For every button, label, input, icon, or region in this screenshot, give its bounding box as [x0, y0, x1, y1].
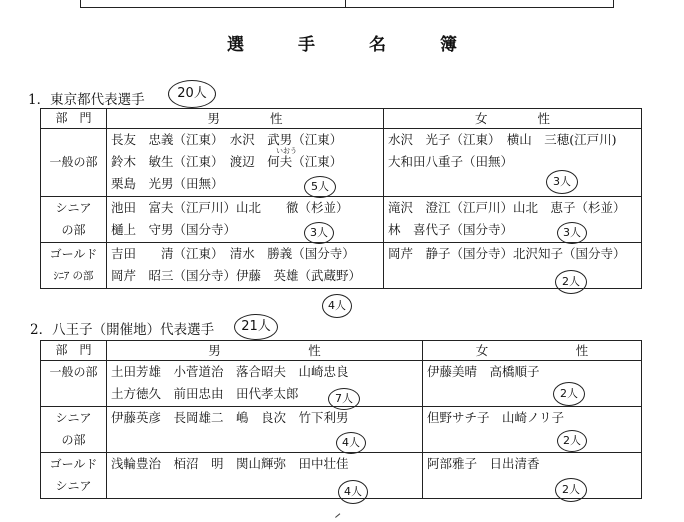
category-label: の部	[61, 223, 86, 237]
header-men: 男 性	[107, 341, 423, 361]
men-cell	[107, 129, 384, 197]
category-label: の部	[61, 433, 86, 447]
name-line: 岡芹 昭三（国分寺）伊藤 英雄（武蔵野）	[111, 268, 362, 283]
page-title	[0, 30, 684, 55]
men-cell	[107, 407, 423, 453]
women-cell	[423, 453, 642, 499]
count-mark: 2人	[553, 382, 585, 406]
header-men: 男 性	[107, 109, 384, 129]
name-line: 阿部雅子 日出清香	[427, 456, 540, 471]
name-line: 伊藤美晴 高橋順子	[427, 364, 540, 379]
title-char: 手	[298, 35, 315, 55]
pen-stroke	[335, 513, 341, 518]
category-label: シニア	[55, 201, 92, 215]
name-line: 栗島 光男（田無）	[111, 176, 224, 191]
category-label: 一般の部	[49, 365, 98, 379]
count-mark: 5人	[304, 176, 336, 198]
count-mark: 4人	[338, 480, 368, 504]
name-line: 浅輪豊治 栢沼 明 関山輝弥 田中壮佳	[111, 456, 349, 471]
name-line: 長友 忠義（江東） 水沢 武男（江東）	[111, 132, 343, 147]
count-mark: 4人	[336, 432, 366, 454]
category-label: シニア	[55, 411, 92, 425]
count-mark: 20人	[168, 80, 216, 108]
women-cell	[384, 197, 642, 243]
count-mark: 2人	[555, 270, 587, 294]
header-women: 女 性	[423, 341, 642, 361]
roster-table-hachioji	[40, 340, 642, 499]
category-label: ゴールド	[49, 247, 98, 261]
name-line: 土田芳雄 小菅道治 落合昭夫 山崎忠良	[111, 364, 349, 379]
category-label: ｼﾆｱ の部	[53, 270, 94, 282]
roster-table-tokyo	[40, 108, 642, 289]
table-row	[41, 197, 642, 243]
category-label: シニア	[55, 479, 92, 493]
men-cell	[107, 361, 423, 407]
count-mark: 3人	[557, 222, 587, 244]
name-line: 土方徳久 前田忠由 田代孝太郎	[111, 386, 299, 401]
count-mark: 2人	[557, 430, 587, 452]
header-category: 部 門	[41, 341, 107, 361]
category-cell	[41, 361, 107, 407]
count-mark: 2人	[555, 478, 587, 502]
name-line: 滝沢 澄江（江戸川）山北 恵子（杉並）	[388, 200, 626, 215]
category-cell	[41, 197, 107, 243]
category-cell	[41, 243, 107, 289]
handwritten-ruby: いおう	[276, 147, 297, 155]
section-2-heading: 2．八王子（開催地）代表選手	[30, 322, 215, 338]
header-category: 部 門	[41, 109, 107, 129]
category-cell	[41, 407, 107, 453]
women-cell	[423, 361, 642, 407]
title-char: 簿	[440, 35, 457, 55]
name-line: 林 喜代子（国分寺）	[388, 222, 514, 237]
category-label: ゴールド	[49, 457, 98, 471]
name-line: 吉田 清（江東） 清水 勝義（国分寺）	[111, 246, 355, 261]
women-cell	[423, 407, 642, 453]
count-mark: 3人	[546, 170, 578, 194]
name-line: 大和田八重子（田無）	[388, 154, 514, 169]
previous-table-edge	[80, 0, 614, 8]
header-women: 女 性	[384, 109, 642, 129]
category-label: 一般の部	[49, 155, 98, 169]
count-mark: 7人	[328, 388, 360, 410]
name-line: 池田 富夫（江戸川）山北 徹（杉並）	[111, 200, 349, 215]
men-cell	[107, 453, 423, 499]
name-line: 伊藤英彦 長岡雄二 嶋 良次 竹下利男	[111, 410, 349, 425]
count-mark: 4人	[322, 294, 352, 318]
name-line: 樋上 守男（国分寺）	[111, 222, 237, 237]
name-line: 水沢 光子（江東） 横山 三穂(江戸川)	[388, 132, 617, 147]
name-line: 岡芹 静子（国分寺）北沢知子（国分寺）	[388, 246, 626, 261]
men-cell	[107, 243, 384, 289]
name-line: 鈴木 敏生（江東） 渡辺 何夫（江東）	[111, 154, 343, 169]
category-cell	[41, 453, 107, 499]
count-mark: 21人	[234, 314, 278, 340]
table-row	[41, 243, 642, 289]
name-line: 但野サチ子 山崎ノリ子	[427, 410, 565, 425]
women-cell	[384, 129, 642, 197]
section-1-heading: 1．東京都代表選手	[28, 92, 145, 108]
women-cell	[384, 243, 642, 289]
category-cell	[41, 129, 107, 197]
count-mark: 3人	[304, 222, 334, 244]
title-char: 名	[369, 35, 386, 55]
men-cell	[107, 197, 384, 243]
title-char: 選	[227, 35, 244, 55]
